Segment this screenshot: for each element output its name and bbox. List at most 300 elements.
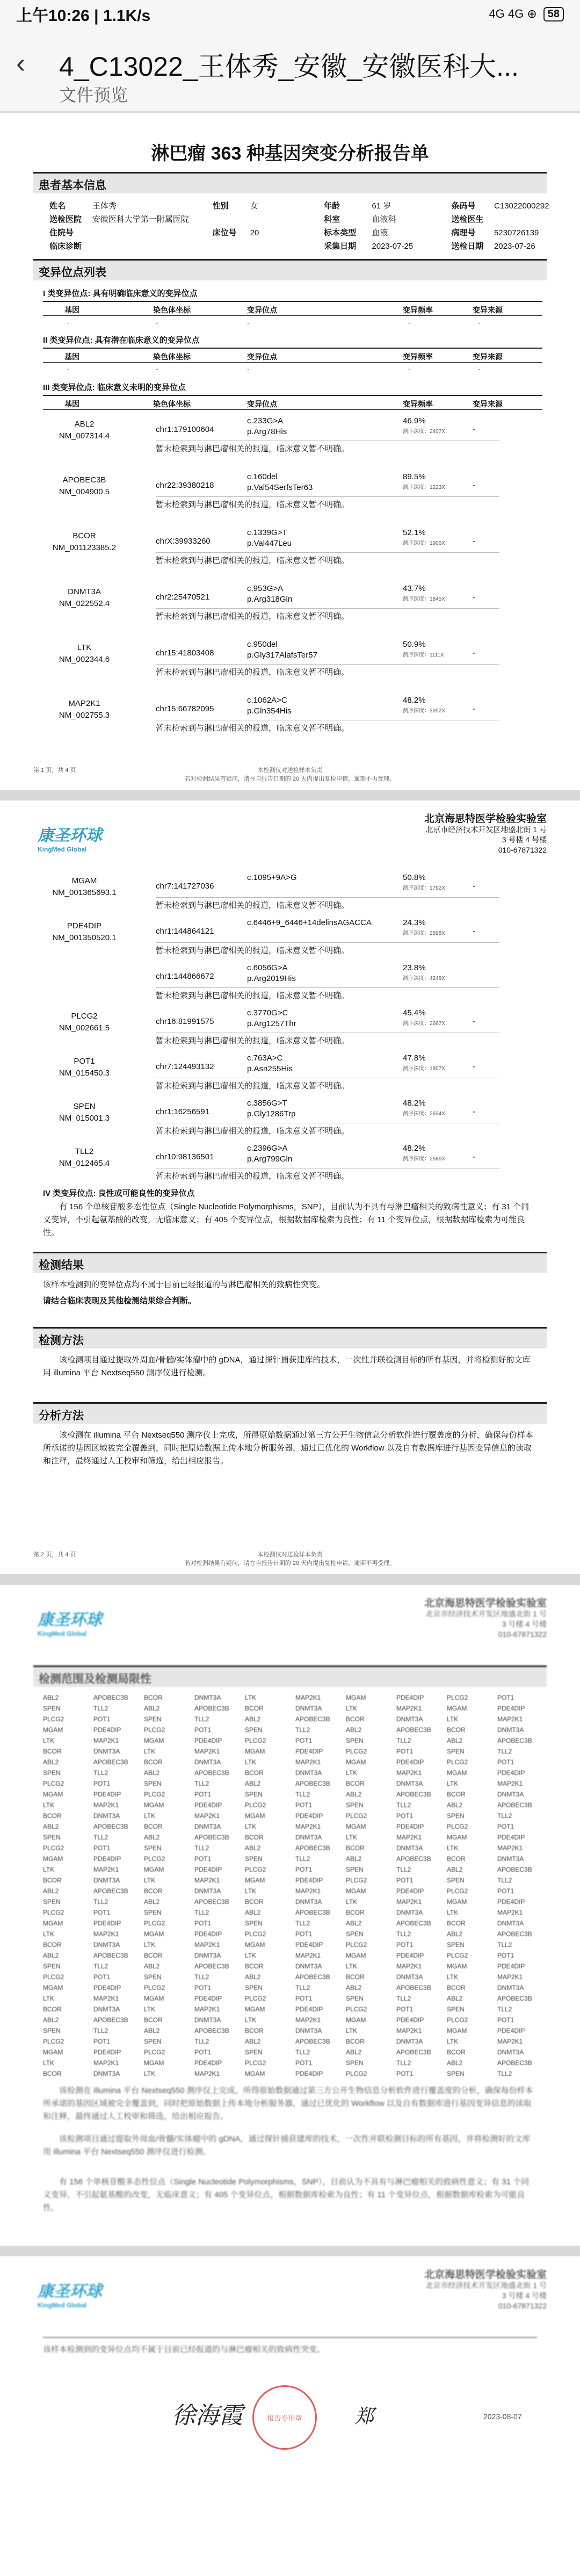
transcript: NM_001123385.2	[52, 543, 117, 552]
limitation-text-3: 有 156 个单核苷酸多态性位点（Single Nucleotide Polymorphisms，SNP），目前认为不具有与淋巴瘤相关的致病性意义；有 31 个同义变异，不引起氨基酸的改变，无临床意义；有 405 个变异位点，根据数据库检索为良性；有 11 个变异位点，根据数据库检索为可能良性。	[43, 2177, 530, 2212]
gene-cell: DNMT3A	[396, 1909, 423, 1916]
gene-cell: BCOR	[144, 1694, 163, 1701]
gene-name: LTK	[77, 643, 92, 652]
class4-title: IV 类变异位点: 良性或可能良性的变异位点	[43, 1189, 195, 1198]
gene-cell: MGAM	[245, 1877, 265, 1884]
gene-cell: MAP2K1	[497, 2038, 523, 2045]
gene-cell: MGAM	[245, 2070, 265, 2077]
dash: -	[408, 365, 411, 373]
source: -	[473, 882, 475, 891]
cdna-change: c.763A>C	[247, 1054, 283, 1063]
protein-change: p.Arg799Gln	[247, 1154, 293, 1164]
clinical-note: 暂未检索到与淋巴瘤相关的报道，临床意义暂不明确。	[156, 1036, 350, 1045]
gene-cell: POT1	[497, 2016, 514, 2024]
gene-cell: PLCG2	[447, 1758, 468, 1766]
transcript: NM_012465.4	[59, 1159, 110, 1168]
gene-cell: BCOR	[43, 1877, 62, 1884]
gene-cell: DNMT3A	[396, 1973, 423, 1981]
gene-cell: BCOR	[447, 1791, 466, 1798]
gene-cell: POT1	[93, 1909, 111, 1916]
frequency: 50.9%	[403, 640, 426, 649]
class4-text: 有 156 个单核苷酸多态性位点（Single Nucleotide Polymorphisms，SNP），目前认为不具有与淋巴瘤相关的致病性意义；有 31 个同义变异，不引起氨基酸的改变，无临床意义；有 405 个变异位点，根据数据库检索为良性；有 11 个变异位点，根据数据库检索为可能良性。	[43, 1202, 530, 1237]
gene-cell: MAP2K1	[194, 2070, 220, 2077]
variant-row	[43, 637, 542, 693]
gene-cell: MGAM	[447, 1705, 467, 1712]
frequency: 52.1%	[403, 528, 426, 537]
gene-cell: LTK	[245, 1758, 257, 1766]
gene-cell: MAP2K1	[295, 1758, 321, 1766]
gene-cell: PDE4DIP	[497, 1834, 525, 1841]
source: -	[473, 927, 475, 936]
lab-info: 北京海思特医学检验实验室 北京市经济技术开发区地盛北街 1 号 3 号楼 4 号楼 010-67871322	[424, 813, 547, 854]
page-footer: 第 1 页，共 4 页 本检测仅对送检样本负责 若对检测结果有疑问，请在自报告日期的 20 天内提出复检申请，逾期不再受理。	[33, 767, 396, 782]
cdna-change: c.1095+9A>G	[247, 873, 297, 882]
gene-cell: SPEN	[447, 2005, 465, 2013]
gene-cell: ABL2	[245, 1715, 261, 1723]
gene-cell: LTK	[144, 1877, 156, 1884]
gene-cell: TLL2	[396, 1930, 411, 1938]
gene-cell: TLL2	[497, 1748, 512, 1755]
gene-cell: PLCG2	[447, 2016, 468, 2024]
gene-name: SPEN	[73, 1102, 96, 1111]
gene-cell: SPEN	[144, 1780, 162, 1787]
gene-cell: PDE4DIP	[194, 1801, 222, 1809]
gene-cell: TLL2	[497, 1877, 512, 1884]
dash: -	[247, 365, 250, 373]
patient-row: 住院号 床位号 20 标本类型 血液 病理号 5230726139	[49, 228, 539, 237]
gene-cell: LTK	[346, 2027, 358, 2034]
gene-cell: MAP2K1	[396, 1705, 422, 1712]
gene-cell: ABL2	[144, 1834, 160, 1841]
gene-cell: ABL2	[43, 1952, 59, 1959]
gene-cell: MAP2K1	[194, 1748, 220, 1755]
gene-cell: APOBEC3B	[194, 1769, 229, 1777]
gene-cell: ABL2	[144, 1898, 160, 1906]
gene-cell: ABL2	[245, 1973, 261, 1981]
gene-cell: PDE4DIP	[194, 1866, 222, 1873]
frequency: 48.2%	[403, 1144, 426, 1153]
gene-cell: PDE4DIP	[497, 1898, 525, 1906]
gene-cell: APOBEC3B	[194, 2027, 229, 2034]
variant-row	[43, 1006, 542, 1051]
gene-cell: DNMT3A	[93, 2005, 120, 2013]
gene-cell: MAP2K1	[93, 1995, 119, 2002]
gene-cell: PLCG2	[43, 1909, 64, 1916]
dash: -	[478, 318, 481, 327]
protein-change: p.Arg1257Thr	[247, 1019, 296, 1028]
gene-cell: PLCG2	[447, 1887, 468, 1895]
gene-cell: MGAM	[144, 1930, 164, 1938]
variant-row	[43, 470, 542, 525]
gene-cell: ABL2	[43, 1823, 59, 1830]
gene-cell: SPEN	[346, 1866, 364, 1873]
gene-cell: PLCG2	[144, 1984, 165, 1991]
gene-cell: MAP2K1	[295, 1952, 321, 1959]
gene-cell: POT1	[194, 1920, 212, 1927]
gene-cell: MGAM	[346, 1758, 366, 1766]
gene-cell: POT1	[396, 1748, 414, 1755]
gene-cell: ABL2	[447, 1866, 463, 1873]
company-logo: 康圣环球 KingMed Global	[38, 827, 102, 853]
gene-cell: LTK	[447, 1973, 459, 1981]
coordinate: chr1:16256591	[156, 1107, 210, 1116]
gene-cell: ABL2	[43, 2016, 59, 2024]
gene-cell: PLCG2	[43, 1973, 64, 1981]
source: -	[473, 1062, 475, 1071]
gene-cell: PDE4DIP	[396, 1823, 424, 1830]
gene-cell: PLCG2	[346, 2005, 367, 2013]
gene-cell: PDE4DIP	[295, 2070, 323, 2077]
depth: 测序深度：1792X	[403, 885, 445, 891]
depth: 测序深度：2667X	[403, 1021, 445, 1027]
gene-cell: POT1	[396, 1812, 414, 1820]
gene-cell: SPEN	[346, 1737, 364, 1744]
frequency: 89.5%	[403, 472, 426, 481]
gene-cell: SPEN	[447, 1812, 465, 1820]
cdna-change: c.950del	[247, 640, 278, 649]
gene-cell: LTK	[245, 2016, 257, 2024]
frequency: 23.8%	[403, 963, 426, 972]
coordinate: chr10:98136501	[156, 1152, 214, 1161]
gene-cell: DNMT3A	[194, 1758, 221, 1766]
method-section-header: 检测方法	[33, 1327, 547, 1348]
gene-cell: PDE4DIP	[396, 2016, 424, 2024]
gene-cell: ABL2	[144, 2027, 160, 2034]
gene-cell: PDE4DIP	[396, 1952, 424, 1959]
gene-cell: DNMT3A	[396, 1780, 423, 1787]
gene-cell: DNMT3A	[194, 1694, 221, 1701]
gene-cell: TLL2	[93, 1769, 108, 1777]
gene-cell: DNMT3A	[497, 1791, 524, 1798]
gene-cell: BCOR	[43, 1812, 62, 1820]
gene-cell: DNMT3A	[396, 2038, 423, 2045]
gene-cell: ABL2	[43, 1887, 59, 1895]
gene-cell: APOBEC3B	[295, 1973, 330, 1981]
battery-icon: 58	[543, 7, 564, 21]
gene-cell: ABL2	[245, 1844, 261, 1852]
variant-row	[43, 693, 542, 749]
analysis-text: 该检测在 illumina 平台 Nextseq550 测序仪上完成，所得原始数据通过第三方公开生物信息分析软件进行覆盖度的分析，确保每份样本所承诺的基因区域被完全覆盖到，同时把原始数据上传本地分析服务器，通过已优化的 Workflow 以及自有数据库进行基因变异信息的读取和注释，最终通过人工校审和筛选，给出相应报告。	[43, 1431, 533, 1466]
gene-cell: MAP2K1	[93, 2059, 119, 2067]
gene-cell: ABL2	[447, 1801, 463, 1809]
cdna-change: c.160del	[247, 472, 278, 481]
gene-cell: APOBEC3B	[194, 1898, 229, 1906]
clinical-note: 暂未检索到与淋巴瘤相关的报道，临床意义暂不明确。	[156, 612, 350, 621]
gene-cell: PDE4DIP	[497, 1705, 525, 1712]
gene-cell: TLL2	[396, 1737, 411, 1744]
source: -	[473, 593, 475, 602]
coordinate: chr16:81991575	[156, 1017, 214, 1026]
variant-row	[43, 915, 542, 961]
gene-cell: APOBEC3B	[497, 1866, 532, 1873]
report-page-2	[0, 800, 580, 1574]
gene-cell: PDE4DIP	[497, 2027, 525, 2034]
protein-change: p.Gly317AlafsTer57	[247, 651, 317, 660]
gene-cell: PDE4DIP	[396, 1694, 424, 1701]
gene-cell: BCOR	[346, 1715, 365, 1723]
gene-cell: PLCG2	[447, 1694, 468, 1701]
transcript: NM_015450.3	[59, 1069, 110, 1078]
gene-cell: DNMT3A	[93, 1812, 120, 1820]
cdna-change: c.6446+9_6446+14delinsAGACCA	[247, 918, 372, 927]
depth: 测序深度：1845X	[403, 596, 445, 602]
gene-cell: APOBEC3B	[295, 1909, 330, 1916]
status-speed: 1.1K/s	[103, 7, 151, 25]
gene-name: DNMT3A	[68, 587, 101, 596]
frequency: 48.2%	[403, 1099, 426, 1108]
protein-change: p.Val447Leu	[247, 539, 292, 548]
depth: 测序深度：3952X	[403, 708, 445, 714]
gene-cell: PLCG2	[447, 1823, 468, 1830]
gene-cell: PDE4DIP	[295, 1941, 323, 1949]
source: -	[473, 537, 475, 546]
gene-name: APOBEC3B	[62, 475, 106, 485]
gene-cell: ABL2	[447, 2059, 463, 2067]
gene-cell: MAP2K1	[497, 1844, 523, 1852]
gene-cell: MAP2K1	[497, 1909, 523, 1916]
gene-cell: TLL2	[295, 1726, 310, 1734]
gene-cell: SPEN	[144, 1844, 162, 1852]
gene-cell: SPEN	[245, 2048, 263, 2056]
gene-cell: MGAM	[346, 1823, 366, 1830]
back-arrow-icon[interactable]: ‹	[16, 48, 26, 79]
gene-cell: DNMT3A	[295, 1769, 322, 1777]
report-date: 2023-08-07	[483, 2412, 522, 2421]
gene-cell: APOBEC3B	[497, 1995, 532, 2002]
gene-cell: PLCG2	[346, 1877, 367, 1884]
gene-cell: BCOR	[245, 1834, 264, 1841]
gene-cell: LTK	[447, 1780, 459, 1787]
coordinate: chr1:144864121	[156, 927, 214, 936]
gene-cell: POT1	[93, 2038, 111, 2045]
lab-info: 北京海思特医学检验实验室 北京市经济技术开发区地盛北街 1 号 3 号楼 4 号楼 010-67871322	[424, 1598, 547, 1639]
patient-row: 姓名 王体秀 性别 女 年龄 61 岁 条码号 C13022000292	[49, 201, 549, 211]
gene-cell: ABL2	[346, 2048, 362, 2056]
gene-cell: ABL2	[346, 1855, 362, 1863]
gene-cell: SPEN	[144, 2038, 162, 2045]
gene-cell: PDE4DIP	[497, 1962, 525, 1970]
gene-name: ABL2	[74, 420, 95, 429]
dash: -	[156, 318, 158, 327]
gene-cell: TLL2	[396, 1995, 411, 2002]
dash: -	[67, 365, 70, 373]
gene-cell: TLL2	[93, 2027, 108, 2034]
gene-cell: PLCG2	[43, 1780, 64, 1787]
gene-cell: APOBEC3B	[194, 1962, 229, 1970]
transcript: NM_001350520.1	[52, 933, 117, 942]
gene-cell: SPEN	[245, 1726, 263, 1734]
gene-cell: BCOR	[346, 1780, 365, 1787]
gene-cell: ABL2	[245, 1909, 261, 1916]
gene-cell: ABL2	[346, 1920, 362, 1927]
gene-cell: MGAM	[346, 2016, 366, 2024]
coordinate: chr15:41803408	[156, 648, 214, 658]
protein-change: p.Arg78His	[247, 427, 287, 436]
class3-table-header: 基因 染色体坐标 变异位点 变异频率 变异来源	[43, 395, 542, 410]
gene-cell: PLCG2	[245, 1995, 266, 2002]
gene-cell: APOBEC3B	[396, 1855, 431, 1863]
transcript: NM_002755.3	[59, 711, 110, 720]
gene-cell: POT1	[194, 1984, 212, 1991]
frequency: 43.7%	[403, 584, 426, 593]
gene-cell: PLCG2	[245, 2059, 266, 2067]
gene-cell: POT1	[396, 1877, 414, 1884]
gene-cell: PLCG2	[144, 2048, 165, 2056]
depth: 测序深度：1807X	[403, 1066, 445, 1072]
gene-cell: BCOR	[346, 1973, 365, 1981]
gene-cell: LTK	[346, 1705, 358, 1712]
variant-row	[43, 961, 542, 1006]
gene-cell: LTK	[245, 1823, 257, 1830]
source: -	[473, 1107, 475, 1116]
gene-cell: PLCG2	[43, 1715, 64, 1723]
gene-cell: PDE4DIP	[93, 1984, 121, 1991]
gene-cell: MGAM	[43, 1791, 63, 1798]
gene-cell: BCOR	[346, 1909, 365, 1916]
gene-cell: PLCG2	[447, 1952, 468, 1959]
gene-cell: SPEN	[447, 1941, 465, 1949]
transcript: NM_022552.4	[59, 599, 110, 608]
coordinate: chr2:25470521	[156, 593, 210, 602]
gene-cell: BCOR	[43, 2005, 62, 2013]
class2-title: II 类变异位点: 具有潜在临床意义的变异位点	[43, 336, 200, 345]
limitation-text: 该检测在 illumina 平台 Nextseq550 测序仪上完成，所得原始数据通过第三方公开生物信息分析软件进行覆盖度的分析，确保每份样本所承诺的基因区域被完全覆盖到，同时把原始数据上传本地分析服务器，通过已优化的 Workflow 以及自有数据库进行基因变异信息的读取和注释，最终通过人工校审和筛选，给出相应报告。	[43, 2086, 533, 2121]
gene-name: PLCG2	[71, 1012, 98, 1021]
gene-cell: PDE4DIP	[396, 1887, 424, 1895]
gene-cell: DNMT3A	[396, 1715, 423, 1723]
gene-cell: ABL2	[144, 1769, 160, 1777]
gene-cell: PLCG2	[144, 1855, 165, 1863]
gene-cell: PLCG2	[43, 2038, 64, 2045]
gene-cell: MAP2K1	[295, 1694, 321, 1701]
frequency: 45.4%	[403, 1008, 426, 1018]
gene-cell: SPEN	[245, 1920, 263, 1927]
gene-cell: ABL2	[144, 1705, 160, 1712]
gene-cell: LTK	[43, 1930, 55, 1938]
gene-cell: APOBEC3B	[396, 1984, 431, 1991]
gene-cell: MGAM	[447, 1834, 467, 1841]
gene-cell: PLCG2	[144, 1920, 165, 1927]
gene-name: MGAM	[71, 876, 97, 885]
gene-cell: TLL2	[497, 2070, 512, 2077]
gene-name: TLL2	[75, 1147, 94, 1156]
gene-cell: SPEN	[43, 1898, 61, 1906]
gene-cell: APOBEC3B	[194, 1705, 229, 1712]
gene-cell: LTK	[346, 1834, 358, 1841]
gene-cell: MGAM	[245, 1812, 265, 1820]
frequency: 24.3%	[403, 918, 426, 927]
gene-cell: PDE4DIP	[93, 1920, 121, 1927]
clinical-note: 暂未检索到与淋巴瘤相关的报道，临床意义暂不明确。	[156, 668, 350, 677]
gene-cell: APOBEC3B	[396, 1920, 431, 1927]
gene-name: POT1	[74, 1057, 95, 1066]
gene-cell: MAP2K1	[497, 1780, 523, 1787]
gene-cell: TLL2	[194, 1780, 209, 1787]
gene-cell: APOBEC3B	[396, 2048, 431, 2056]
gene-cell: ABL2	[447, 1930, 463, 1938]
source: -	[473, 1017, 475, 1026]
gene-cell: LTK	[43, 1995, 55, 2002]
gene-cell: MGAM	[43, 1984, 63, 1991]
gene-cell: MAP2K1	[93, 1930, 119, 1938]
gene-cell: APOBEC3B	[497, 1737, 532, 1744]
gene-cell: APOBEC3B	[396, 1791, 431, 1798]
patient-info-table	[48, 199, 580, 254]
gene-cell: BCOR	[43, 1748, 62, 1755]
gene-cell: SPEN	[245, 1984, 263, 1991]
gene-cell: DNMT3A	[295, 1705, 322, 1712]
depth: 测序深度：2686X	[403, 1156, 445, 1162]
gene-cell: APOBEC3B	[295, 1780, 330, 1787]
gene-cell: TLL2	[194, 1909, 209, 1916]
gene-cell: MAP2K1	[194, 1812, 220, 1820]
gene-cell: BCOR	[245, 2027, 264, 2034]
gene-cell: PLCG2	[346, 2070, 367, 2077]
gene-cell: ABL2	[144, 1962, 160, 1970]
gene-cell: ABL2	[346, 1791, 362, 1798]
gene-cell: POT1	[295, 1737, 313, 1744]
gene-cell: MAP2K1	[396, 1962, 422, 1970]
gene-cell: TLL2	[497, 2005, 512, 2013]
gene-cell: POT1	[194, 1791, 212, 1798]
dash: -	[156, 365, 158, 373]
gene-cell: MGAM	[144, 1995, 164, 2002]
gene-cell: LTK	[144, 1812, 156, 1820]
gene-cell: ABL2	[43, 1758, 59, 1766]
transcript: NM_007314.4	[59, 431, 110, 441]
gene-cell: ABL2	[245, 2038, 261, 2045]
frequency: 48.2%	[403, 696, 426, 705]
gene-cell: PLCG2	[346, 1941, 367, 1949]
gene-cell: POT1	[497, 1694, 514, 1701]
gene-cell: SPEN	[43, 1705, 61, 1712]
gene-cell: LTK	[245, 1887, 257, 1895]
coordinate: chr7:124493132	[156, 1062, 214, 1071]
protein-change: p.Val54SerfsTer63	[247, 483, 313, 492]
gene-cell: PDE4DIP	[396, 1758, 424, 1766]
patient-row: 送检医院 安徽医科大学第一附属医院 科室 血液科 送检医生	[49, 215, 484, 224]
clinical-note: 暂未检索到与淋巴瘤相关的报道，临床意义暂不明确。	[156, 724, 350, 733]
gene-cell: BCOR	[144, 1823, 163, 1830]
gene-cell: POT1	[93, 1973, 111, 1981]
gene-cell: LTK	[447, 1844, 459, 1852]
variant-row	[43, 870, 542, 915]
gene-cell: DNMT3A	[295, 1962, 322, 1970]
gene-cell: MGAM	[43, 1726, 63, 1734]
company-logo: 康圣环球 KingMed Global	[38, 2283, 102, 2309]
gene-cell: DNMT3A	[497, 1920, 524, 1927]
gene-cell: BCOR	[43, 2070, 62, 2077]
disclaimer-text: 该样本检测到的变异位点均不属于目前已经报道的与淋巴瘤相关的致病性突变。	[43, 2337, 537, 2356]
transcript: NM_001365693.1	[52, 888, 117, 897]
gene-name: MAP2K1	[68, 699, 100, 708]
gene-cell: MAP2K1	[194, 1877, 220, 1884]
gene-cell: BCOR	[144, 1952, 163, 1959]
gene-cell: SPEN	[245, 1855, 263, 1863]
gene-cell: BCOR	[245, 1769, 264, 1777]
gene-cell: LTK	[144, 1748, 156, 1755]
result-line-2: 请结合临床表现及其他检测结果综合判断。	[43, 1296, 197, 1305]
protein-change: p.Gln354His	[247, 706, 292, 716]
gene-cell: BCOR	[447, 1920, 466, 1927]
gene-cell: DNMT3A	[295, 1898, 322, 1906]
gene-cell: DNMT3A	[194, 2016, 221, 2024]
report-stamp: 报告专用章	[252, 2385, 317, 2450]
gene-cell: ABL2	[346, 1984, 362, 1991]
clinical-note: 暂未检索到与淋巴瘤相关的报道，临床意义暂不明确。	[156, 1172, 350, 1181]
gene-cell: SPEN	[144, 1973, 162, 1981]
gene-cell: POT1	[295, 1995, 313, 2002]
